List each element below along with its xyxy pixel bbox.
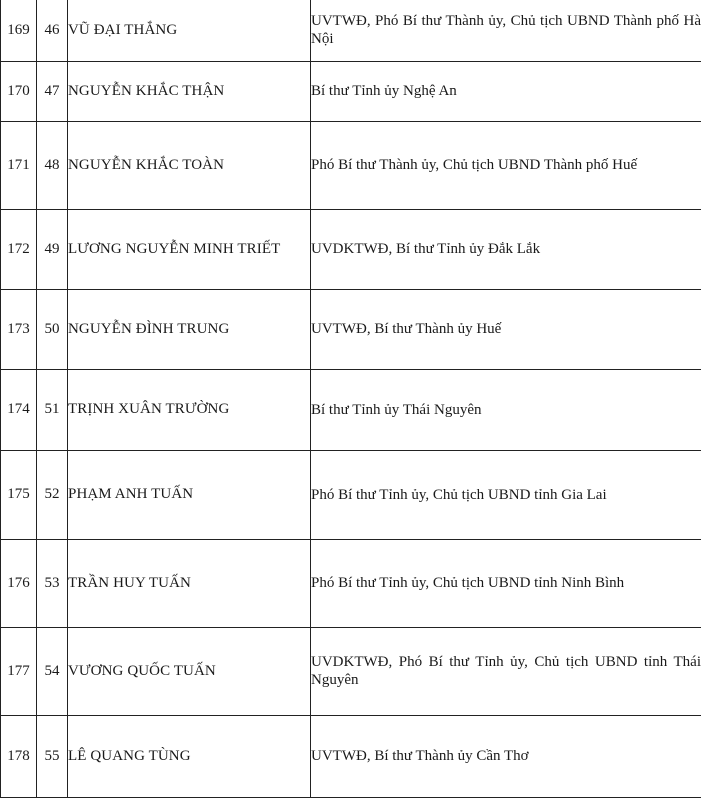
row-number: 174 bbox=[1, 369, 37, 450]
table-row bbox=[1, 450, 701, 539]
group-index: 52 bbox=[37, 450, 68, 539]
table-row bbox=[1, 209, 701, 289]
group-index: 50 bbox=[37, 289, 68, 369]
group-index: 49 bbox=[37, 209, 68, 289]
candidate-position: UVDKTWĐ, Bí thư Tỉnh ủy Đắk Lắk bbox=[311, 209, 701, 289]
table-row bbox=[1, 61, 701, 121]
row-number: 177 bbox=[1, 627, 37, 715]
row-number: 178 bbox=[1, 715, 37, 797]
group-index: 51 bbox=[37, 369, 68, 450]
group-index: 47 bbox=[37, 61, 68, 121]
candidate-name: LÊ QUANG TÙNG bbox=[68, 715, 311, 797]
group-index: 48 bbox=[37, 121, 68, 209]
candidate-position: Bí thư Tỉnh ủy Nghệ An bbox=[311, 61, 701, 121]
candidate-position: Phó Bí thư Tỉnh ủy, Chủ tịch UBND tỉnh Ninh Bình bbox=[311, 539, 701, 627]
candidate-position: Phó Bí thư Tỉnh ủy, Chủ tịch UBND tỉnh Gia Lai bbox=[311, 450, 701, 539]
group-index: 53 bbox=[37, 539, 68, 627]
row-number: 173 bbox=[1, 289, 37, 369]
table-row bbox=[1, 715, 701, 797]
table-row bbox=[1, 289, 701, 369]
row-number: 170 bbox=[1, 61, 37, 121]
row-number: 171 bbox=[1, 121, 37, 209]
table-row bbox=[1, 369, 701, 450]
candidate-position: Bí thư Tỉnh ủy Thái Nguyên bbox=[311, 369, 701, 450]
table-row bbox=[1, 0, 701, 61]
candidate-name: VŨ ĐẠI THẮNG bbox=[68, 0, 311, 61]
candidate-name: TRẦN HUY TUẤN bbox=[68, 539, 311, 627]
candidate-name: NGUYỄN ĐÌNH TRUNG bbox=[68, 289, 311, 369]
row-number: 169 bbox=[1, 0, 37, 61]
candidate-name: VƯƠNG QUỐC TUẤN bbox=[68, 627, 311, 715]
table-row bbox=[1, 627, 701, 715]
candidate-name: TRỊNH XUÂN TRƯỜNG bbox=[68, 369, 311, 450]
row-number: 172 bbox=[1, 209, 37, 289]
candidate-name: LƯƠNG NGUYỄN MINH TRIẾT bbox=[68, 209, 311, 289]
candidate-name: NGUYỄN KHẮC THẬN bbox=[68, 61, 311, 121]
candidate-name: NGUYỄN KHẮC TOÀN bbox=[68, 121, 311, 209]
table-row bbox=[1, 121, 701, 209]
candidate-position: UVTWĐ, Bí thư Thành ủy Cần Thơ bbox=[311, 715, 701, 797]
group-index: 55 bbox=[37, 715, 68, 797]
candidate-position: Phó Bí thư Thành ủy, Chủ tịch UBND Thành phố Huế bbox=[311, 121, 701, 209]
candidate-position: UVTWĐ, Bí thư Thành ủy Huế bbox=[311, 289, 701, 369]
candidate-position: UVTWĐ, Phó Bí thư Thành ủy, Chủ tịch UBND Thành phố Hà Nội bbox=[311, 0, 701, 61]
candidate-position: UVDKTWĐ, Phó Bí thư Tỉnh ủy, Chủ tịch UBND tỉnh Thái Nguyên bbox=[311, 627, 701, 715]
table-row bbox=[1, 539, 701, 627]
group-index: 54 bbox=[37, 627, 68, 715]
row-number: 175 bbox=[1, 450, 37, 539]
row-number: 176 bbox=[1, 539, 37, 627]
group-index: 46 bbox=[37, 0, 68, 61]
candidate-name: PHẠM ANH TUẤN bbox=[68, 450, 311, 539]
